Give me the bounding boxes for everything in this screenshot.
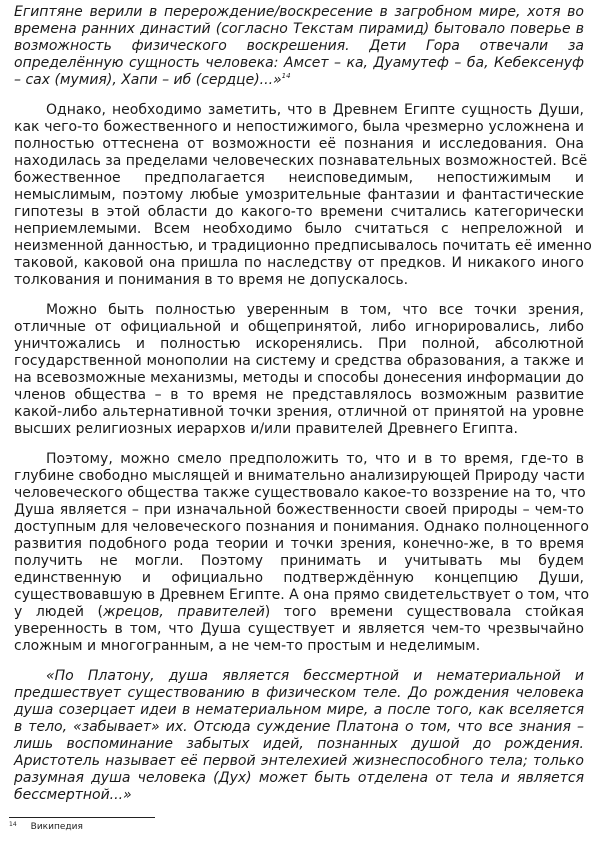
text-line: Поэтому, можно смело предположить то, что и в то время, где-то в: [46, 451, 584, 467]
text-line: отличные от официальной и общепринятой, либо игнорировались, либо: [14, 319, 584, 335]
text-line: глубине свободно мыслящей и внимательно анализирующей Природу части: [14, 468, 585, 484]
text-line: Душа является – при изначальной божественности своей природы – чем-то: [14, 502, 584, 518]
footnote-number: 14: [9, 821, 17, 828]
text-line: лишь воспоминание забытых идей, познанных душой до рождения.: [14, 736, 584, 752]
text-line: Можно быть полностью уверенным в том, что все точки зрения,: [46, 302, 584, 318]
paragraph-free-thinking: [14, 451, 590, 655]
emphasis: жрецов, правителей: [102, 604, 265, 620]
footnote-area: [9, 817, 600, 833]
text-line: получить не могли. Поэтому принимать и учитывать мы будем: [14, 553, 584, 569]
text-line: уверенность в том, что Душа существует и является чем-то чрезвычайно: [14, 621, 584, 637]
text-line: толкования и понимания в то время не допускалось.: [14, 272, 409, 288]
text-line: уничтожались и полностью искоренялись. При полной, абсолютной: [14, 336, 584, 352]
text-line: душа созерцает идеи в нематериальном мире, а после того, как вселяется: [14, 702, 584, 718]
text-line: разумная душа человека (Дух) может быть отделена от тела и является: [14, 770, 584, 786]
text-line: существовавшую в Древнем Египте. А она прямо свидетельствует о том, что: [14, 587, 590, 603]
text-line: полностью оттеснена от возможности её познания и исследования. Она: [14, 136, 584, 152]
text-line: доступным для человеческого познания и понимания. Однако полноценного: [14, 519, 589, 535]
text-line: возможность физического воскрешения. Дети Гора отвечали за: [14, 38, 584, 54]
text-line: таковой, каковой она пришла по наследству от предков. И никакого иного: [14, 255, 584, 271]
text-line: «По Платону, душа является бессмертной и нематериальной и: [46, 668, 584, 684]
footnote-text: Википедия: [30, 822, 83, 832]
text-line: высших религиозных иерархов и/или правителей Древнего Египта.: [14, 421, 518, 437]
paragraph-quote-plato: [14, 668, 584, 804]
footnote-divider: [9, 817, 155, 818]
text-line: гипотезы в этой области до какого-то времени считались категорически: [14, 204, 584, 220]
footnote: [9, 821, 600, 833]
text-line: как чего-то божественного и непостижимого, была чрезмерно усложнена и: [14, 119, 584, 135]
text-line: времена ранних династий (согласно Текстам пирамид) бытовало поверье в: [14, 21, 584, 37]
paragraph-official-view: [14, 302, 584, 438]
text-line: Египтяне верили в перерождение/воскресение в загробном мире, хотя во: [14, 4, 584, 20]
text-line: божественное предполагается неисповедимым, непостижимым и: [14, 170, 584, 186]
text-line: предшествует существованию в физическом теле. До рождения человека: [14, 685, 584, 701]
text-line: сложным и многогранным, а не чем-то простым и неделимым.: [14, 638, 481, 654]
text-line: бессмертной...»: [14, 787, 132, 803]
text-line: неизменной данностью, и традиционно предписывалось почитать её именно: [14, 238, 592, 254]
text-line: определённую сущность человека: Амсет – ка, Дуамутеф – ба, Кебексенуф: [14, 55, 584, 71]
paragraph-quote-egyptians: [14, 4, 584, 89]
text-line: какой-либо альтернативной точки зрения, отличной от принятой на уровне: [14, 404, 584, 420]
text-line: неприемлемыми. Всем необходимо было считаться с непреложной и: [14, 221, 584, 237]
text-line: в тело, «забывает» их. Отсюда суждение Платона о том, что все знания –: [14, 719, 584, 735]
text-line: находилась за пределами человеческих познавательных возможностей. Всё: [14, 153, 588, 169]
text-line: у людей (жрецов, правителей) того времени существовала стойкая: [14, 604, 584, 620]
text-line: членов общества – в то время не представлялось возможным развитие: [14, 387, 584, 403]
text-line: единственную и официально подтверждённую концепцию Души,: [14, 570, 584, 586]
footnote-reference[interactable]: 14: [281, 72, 291, 80]
text-line: немыслимым, поэтому любые умозрительные фантазии и фантастические: [14, 187, 584, 203]
text-line: Аристотель называет её первой энтелехией жизнеспособного тела; только: [14, 753, 584, 769]
text-line: человеческого общества также существовало какое-то воззрение на то, что: [14, 485, 586, 501]
paragraph-soul-essence: [14, 102, 592, 289]
text-line: на всевозможные механизмы, методы и способы донесения информации до: [14, 370, 584, 386]
text-line: развития подобного рода теории и точки зрения, конечно-же, в то время: [14, 536, 584, 552]
text-line: Однако, необходимо заметить, что в Древнем Египте сущность Души,: [46, 102, 584, 118]
text-line: государственной монополии на систему и средства образования, а также и: [14, 353, 584, 369]
text-line: – сах (мумия), Хапи – иб (сердце)...»$^{14}$: [14, 72, 291, 88]
